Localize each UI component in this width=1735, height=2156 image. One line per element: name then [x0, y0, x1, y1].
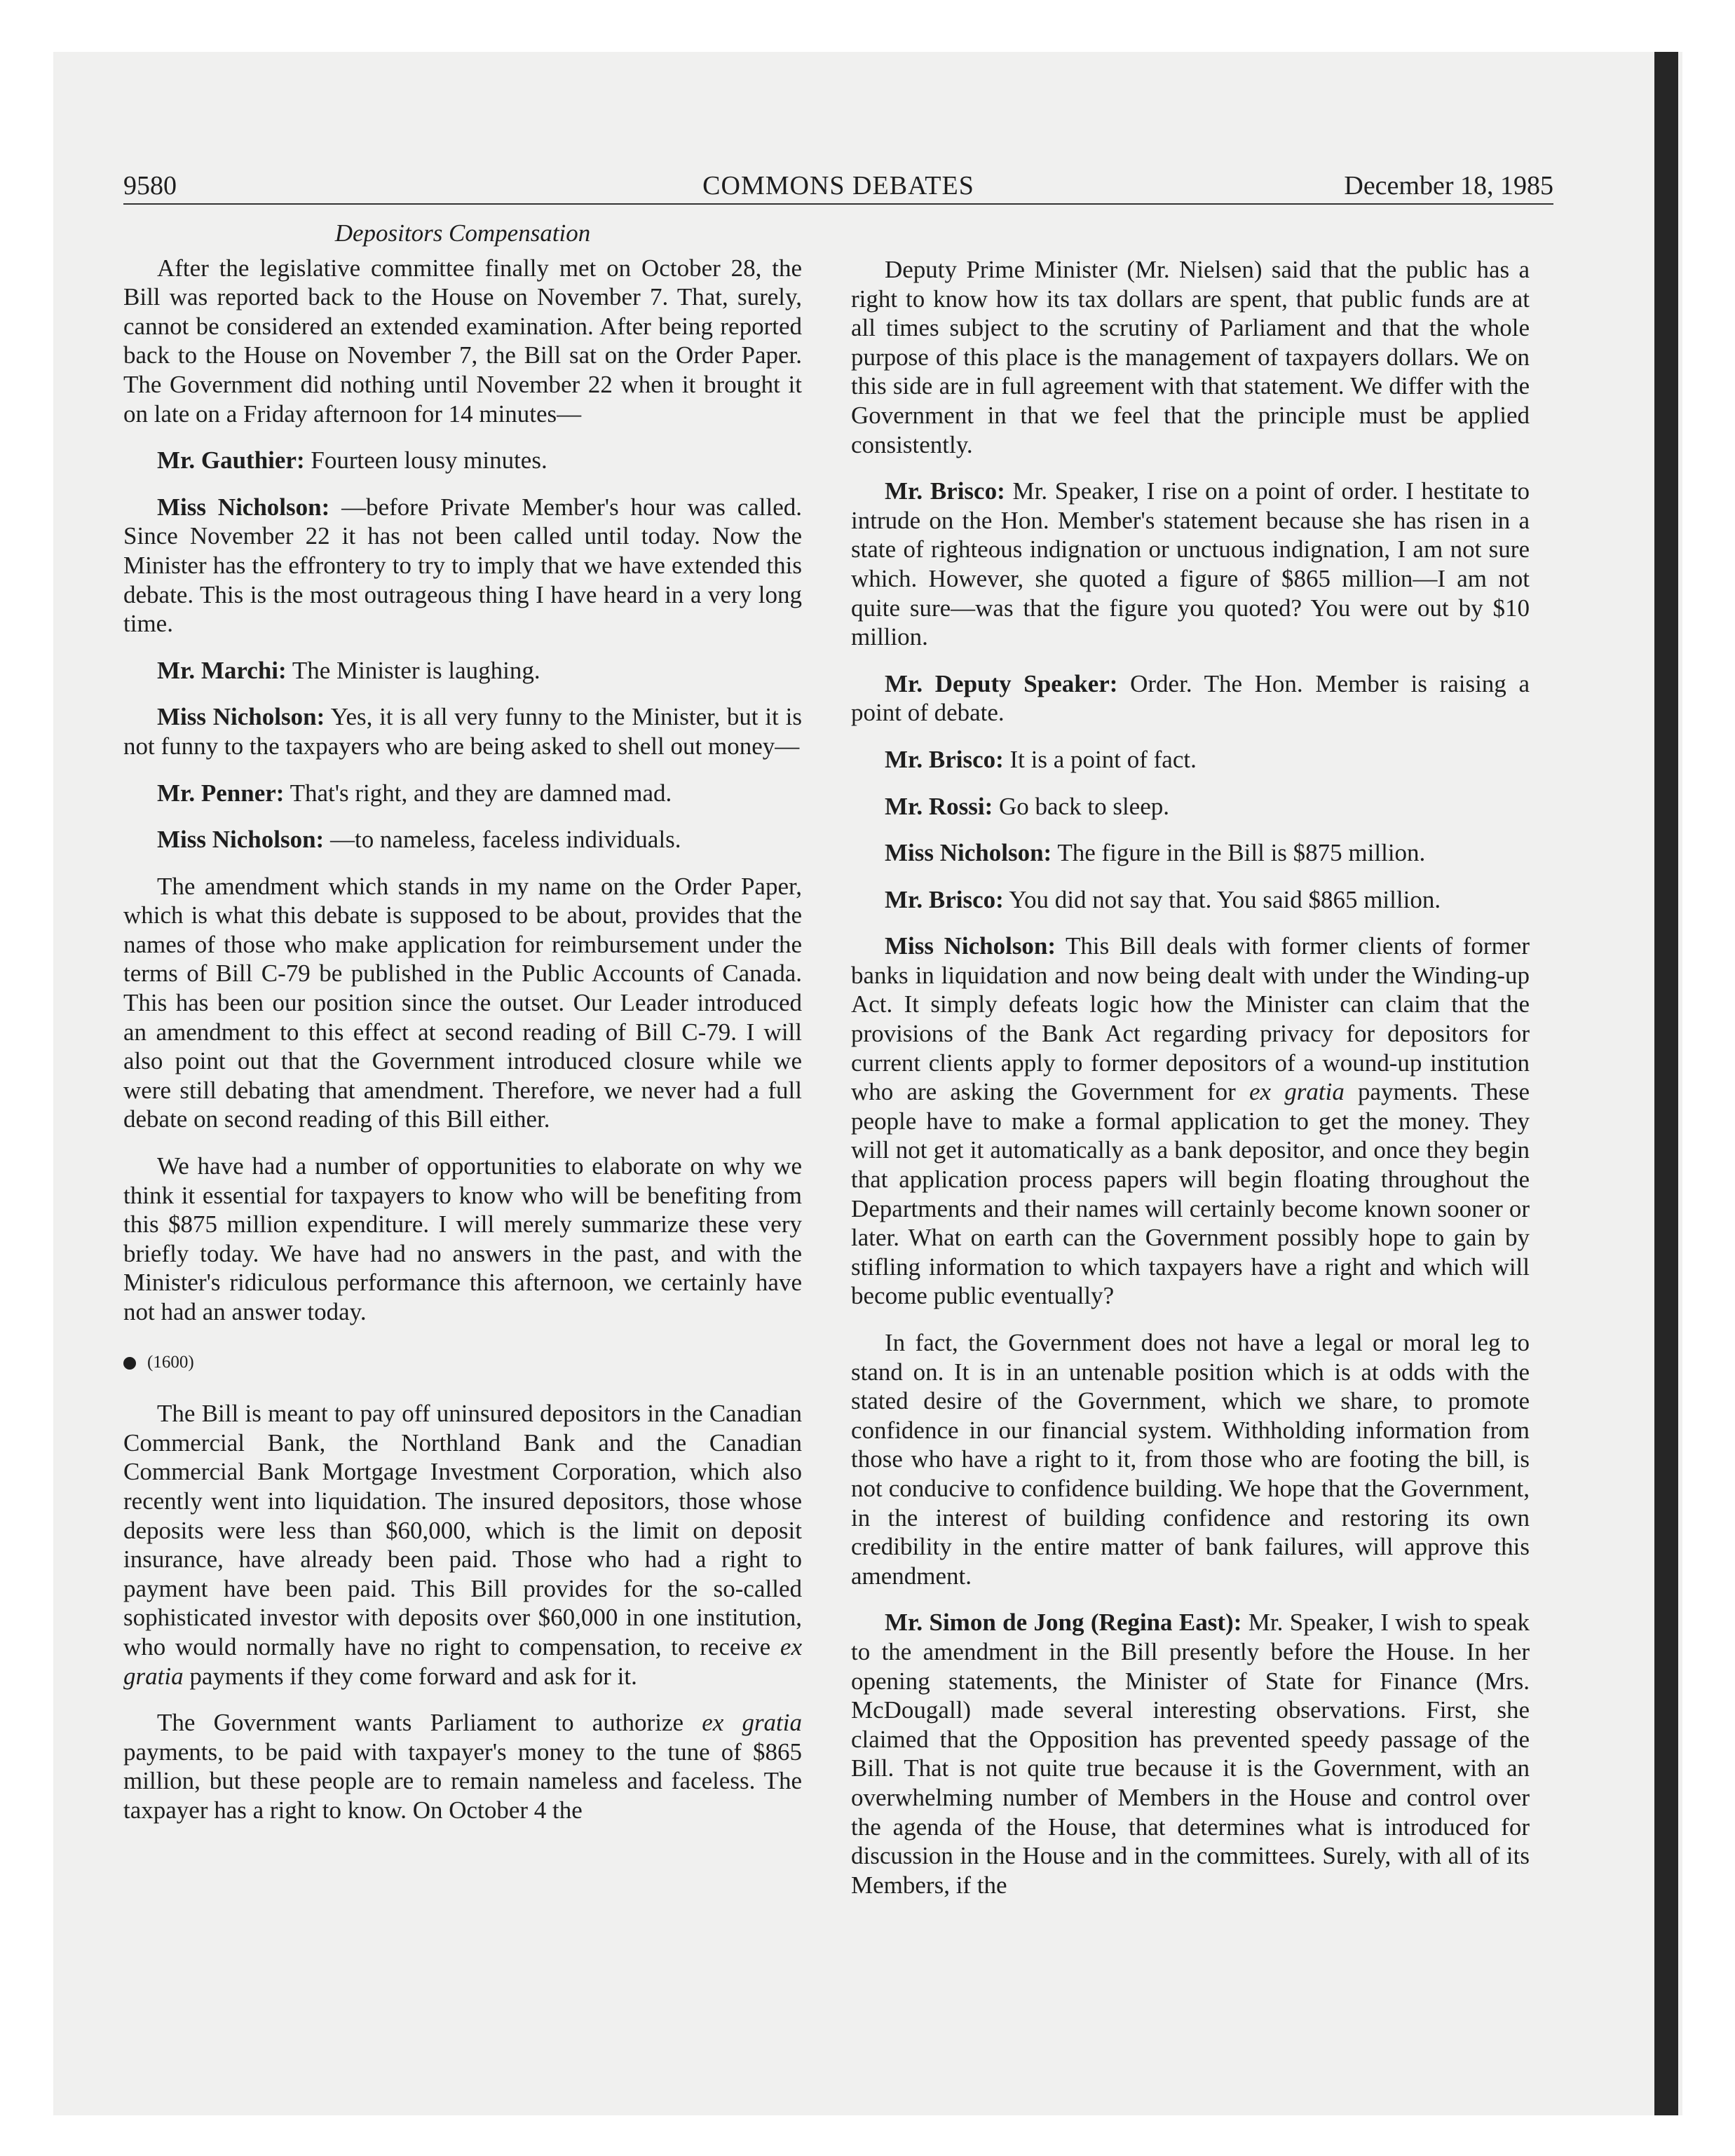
text-run: payments if they come forward and ask for it. [189, 1662, 637, 1690]
paragraph: After the legislative committee finally met on October 28, the Bill was reported back to the House on November 7. That, surely, cannot be considered an extended examination. After being reported back to the House on November 7, the Bill sat on the Order Paper. The Government did nothing until November 22 when it brought it on late on a Friday afternoon for 14 minutes— [123, 254, 802, 428]
speech-text: —to nameless, faceless individuals. [329, 826, 681, 854]
speech-text: Mr. Speaker, I wish to speak to the amendment in the Bill presently before the House. In her opening statements, the Minister of State for Finance (Mrs. McDougall) made several interesting observations. First, she claimed that the Opposition has prevented speedy passage of the Bill. That is not quite true because it is the Government, with an overwhelming number of Members in the House and control over the agenda of the House, that determines what is introduced for discussion in the House and in the committees. Surely, with all of its Members, if the [851, 1609, 1530, 1899]
speech-text: That's right, and they are damned mad. [290, 779, 672, 807]
section-heading: Depositors Compensation [334, 219, 591, 247]
speech [851, 745, 1530, 775]
journal-title: COMMONS DEBATES [702, 171, 974, 200]
paragraph: The amendment which stands in my name on the Order Paper, which is what this debate is supposed to be about, provides that the names of those who make application for reimbursement under the terms of Bill C-79 be published in the Public Accounts of Canada. This has been our position since the outset. Our Leader introduced an amendment to this effect at second reading of Bill C-79. I will also point out that the Government introduced closure while we were still debating that amendment. Therefore, we never had a full debate on second reading of this Bill either. [123, 872, 802, 1133]
speech [123, 779, 802, 808]
speech [123, 825, 802, 854]
speaker-name: Miss Nicholson: [157, 493, 330, 521]
italic-term: ex gratia [1249, 1078, 1345, 1106]
text-run: payments, to be paid with taxpayer's money to the tune of $865 million, but these people are to remain nameless and faceless. The taxpayer has a right to know. On October 4 the [123, 1738, 802, 1824]
paragraph [123, 1399, 802, 1691]
paragraph: We have had a number of opportunities to elaborate on why we think it essential for taxpayers to know who will be benefiting from this $875 million expenditure. I will merely summarize these very briefly today. We have had no answers in the past, and with the Minister's ridiculous performance this afternoon, we certainly have not had an answer today. [123, 1152, 802, 1325]
speech-text: Yes, it is all very funny to the Minister, but it is not funny to the taxpayers who are being asked to shell out money— [123, 703, 802, 760]
speaker-name: Mr. Deputy Speaker: [885, 669, 1118, 697]
time-marker-text: (1600) [147, 1352, 194, 1372]
speech [851, 669, 1530, 728]
speaker-name: Mr. Brisco: [885, 745, 1004, 773]
speech-text: Mr. Speaker, I rise on a point of order. I hestitate to intrude on the Hon. Member's statement because she has risen in a state of righteous indignation or unctuous indignation, I am not sure which. However, she quoted a figure of $865 million—I am not quite sure—was that the figure you quoted? You were out by $10 million. [851, 477, 1530, 651]
speaker-name: Mr. Rossi: [885, 792, 993, 820]
scan-edge-shadow [1654, 52, 1678, 2115]
text-run: payments. These people have to make a formal application to get the money. They will not get it automatically as a bank depositor, and once they begin that application process papers will begin floating throughout the Departments and their names will certainly become known sooner or later. What on earth can the Government possibly hope to gain by stifling information to which taxpayers have a right and which will become public eventually? [851, 1078, 1530, 1310]
right-column [851, 255, 1530, 1917]
speech [851, 1608, 1530, 1899]
page-header [123, 165, 1553, 206]
speech-text: You did not say that. You said $865 million. [1009, 885, 1441, 913]
speech-text: Fourteen lousy minutes. [311, 446, 547, 475]
speech [851, 792, 1530, 821]
speech-text: The Minister is laughing. [292, 656, 540, 684]
speech [123, 656, 802, 685]
speech [123, 493, 802, 639]
issue-date: December 18, 1985 [1344, 171, 1553, 200]
speech [851, 932, 1530, 1311]
speaker-name: Miss Nicholson: [885, 839, 1052, 867]
bullet-icon [123, 1357, 136, 1370]
speech [123, 446, 802, 475]
speaker-name: Mr. Penner: [157, 779, 285, 807]
page-number: 9580 [123, 171, 177, 200]
italic-term: ex gratia [702, 1709, 803, 1737]
header-rule [123, 203, 1553, 205]
speech [123, 702, 802, 760]
paragraph [123, 1708, 802, 1824]
paragraph: Deputy Prime Minister (Mr. Nielsen) said that the public has a right to know how its tax dollars are spent, that public funds are at all times subject to the scrutiny of Parliament and that the whole purpose of this place is the management of taxpayers dollars. We on this side are in full agreement with that statement. We differ with the Government in that we feel that the principle must be applied consistently. [851, 256, 1530, 458]
speaker-name: Mr. Brisco: [885, 885, 1004, 913]
text-run: This Bill deals with former clients of former banks in liquidation and now being dealt with under the Winding-up Act. It simply defeats logic how the Minister can claim that the provisions of the Bank Act regarding privacy for depositors for current clients apply to former depositors of a wound-up institution who are asking the Government for [851, 932, 1530, 1106]
time-marker [123, 1348, 802, 1377]
speaker-name: Mr. Marchi: [157, 656, 287, 684]
speech-text: Go back to sleep. [999, 792, 1169, 820]
text-run: The Government wants Parliament to authorize [157, 1709, 683, 1737]
speech-text: The figure in the Bill is $875 million. [1057, 839, 1426, 867]
left-column [123, 219, 802, 1843]
speaker-name: Mr. Gauthier: [157, 446, 305, 475]
italic-term: ex gratia [123, 1632, 802, 1690]
speech-text: —before Private Member's hour was called. Since November 22 it has not been called until today. Now the Minister has the effrontery to try to imply that we have extended this debate. This is the most outrageous thing I have heard in a very long time. [123, 493, 803, 638]
speaker-name: Mr. Simon de Jong (Regina East): [885, 1609, 1242, 1637]
speaker-name: Miss Nicholson: [885, 932, 1056, 960]
speaker-name: Miss Nicholson: [157, 703, 325, 731]
speaker-name: Mr. Brisco: [885, 477, 1005, 505]
speech [851, 885, 1530, 915]
speaker-name: Miss Nicholson: [157, 826, 325, 854]
speech [851, 838, 1530, 868]
speech [851, 477, 1530, 652]
speech-text: It is a point of fact. [1009, 745, 1197, 773]
paragraph: In fact, the Government does not have a legal or moral leg to stand on. It is in an untenable position which is at odds with the stated desire of the Government, which we share, to promote confidence in our financial system. Withholding information from those who have a right to it, from those who are footing the bill, is not conducive to confidence building. We hope that the Government, in the interest of building confidence and restoring its own credibility in the entire matter of bank failures, will approve this amendment. [851, 1329, 1530, 1590]
speech-text: Order. The Hon. Member is raising a point of debate. [851, 669, 1530, 727]
text-run: The Bill is meant to pay off uninsured depositors in the Canadian Commercial Bank, the Northland Bank and the Canadian Commercial Bank Mortgage Investment Corporation, which also recently went into liquidation. The insured depositors, those whose deposits were less than $60,000, which is the limit on deposit insurance, have already been paid. Those who had a right to payment have been paid. This Bill provides for the so-called sophisticated investor with deposits over $60,000 in one institution, who would normally have no right to compensation, to receive [123, 1400, 802, 1660]
